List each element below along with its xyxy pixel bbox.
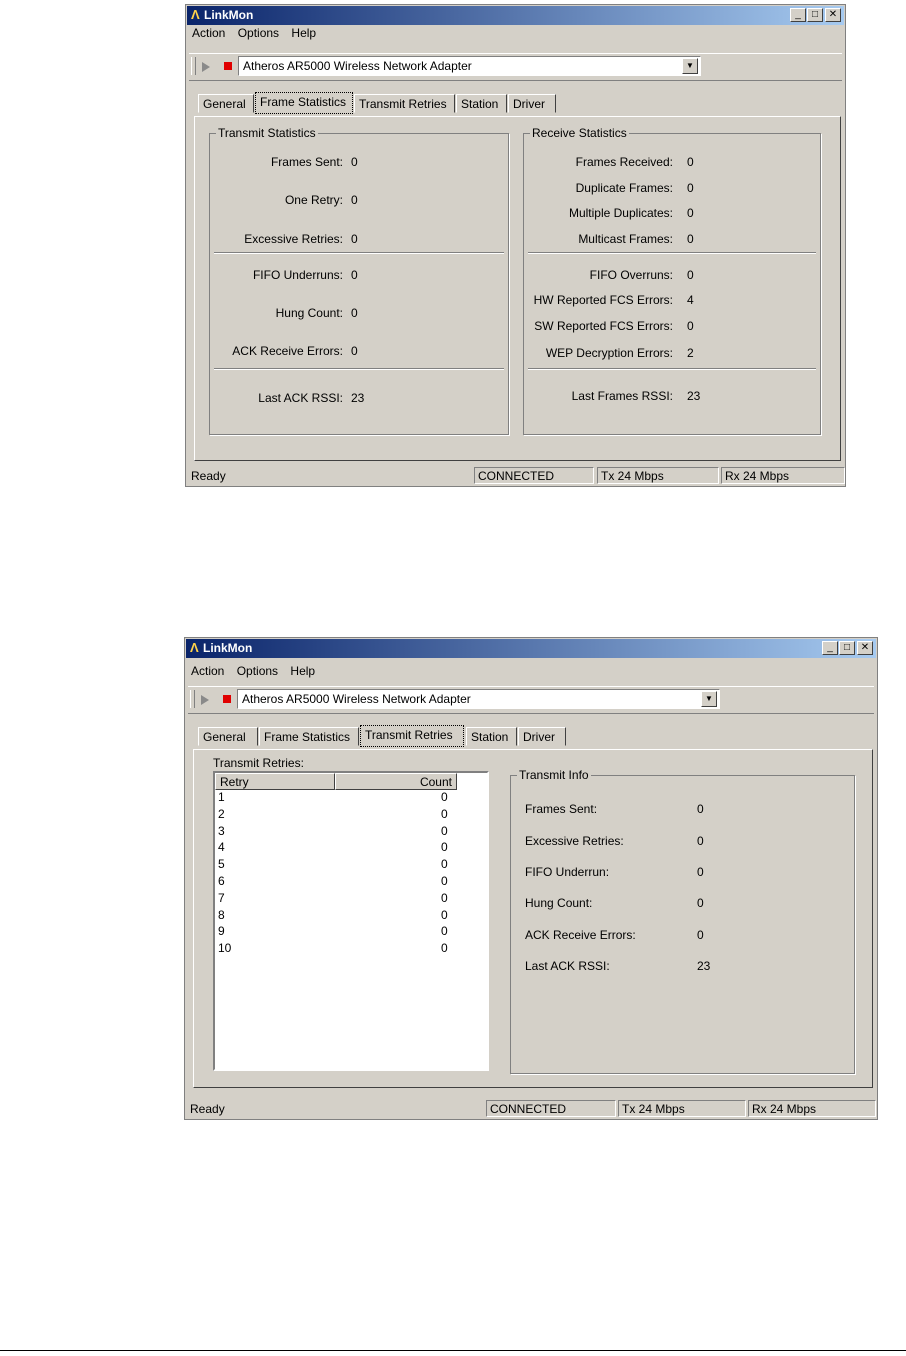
- column-header-count[interactable]: Count: [335, 773, 457, 790]
- tab-station[interactable]: Station: [466, 727, 517, 746]
- stat-value: 0: [687, 268, 694, 282]
- transmit-statistics-group: [209, 126, 509, 435]
- stat-label: WEP Decryption Errors:: [545, 346, 673, 360]
- info-label: ACK Receive Errors:: [525, 928, 636, 942]
- stat-value: 0: [351, 344, 358, 358]
- stat-label: FIFO Underruns:: [252, 268, 343, 282]
- stat-label: Multiple Duplicates:: [568, 206, 673, 220]
- tab-frame-statistics[interactable]: Frame Statistics: [255, 92, 353, 114]
- info-label: Last ACK RSSI:: [525, 959, 610, 973]
- stat-value: 4: [687, 293, 694, 307]
- minimize-button[interactable]: _: [822, 641, 838, 655]
- group-legend: Transmit Statistics: [218, 126, 316, 140]
- retry-cell[interactable]: 8: [218, 907, 225, 922]
- retry-cell[interactable]: 9: [218, 924, 225, 939]
- transmit-info-group: [510, 768, 855, 1074]
- stat-label: HW Reported FCS Errors:: [533, 293, 673, 307]
- close-button[interactable]: ✕: [857, 641, 873, 655]
- stat-label: Duplicate Frames:: [575, 181, 673, 195]
- menu-bar: [192, 26, 325, 44]
- linkmon-window-frame-statistics: [185, 4, 846, 487]
- app-icon: Λ: [191, 7, 200, 22]
- maximize-button[interactable]: □: [807, 8, 823, 22]
- stat-value: 2: [687, 346, 694, 360]
- stat-label: ACK Receive Errors:: [232, 344, 343, 358]
- retry-cell[interactable]: 6: [218, 874, 225, 888]
- stat-label: SW Reported FCS Errors:: [534, 319, 673, 333]
- info-label: Hung Count:: [525, 896, 593, 910]
- stat-label: One Retry:: [284, 193, 343, 207]
- retry-cell[interactable]: 5: [218, 857, 225, 872]
- count-cell[interactable]: 0: [441, 840, 448, 855]
- column-header-retry[interactable]: Retry: [215, 773, 335, 790]
- chevron-down-icon[interactable]: ▼: [682, 58, 698, 74]
- tab-general[interactable]: General: [198, 94, 254, 113]
- stat-value: 0: [351, 232, 358, 246]
- separator: [214, 368, 504, 370]
- stat-value: 0: [687, 181, 694, 195]
- adapter-select[interactable]: [238, 56, 701, 76]
- title-bar[interactable]: [187, 6, 844, 25]
- page-rule: [0, 1350, 906, 1351]
- status-bar: [187, 465, 844, 485]
- count-cell[interactable]: 0: [441, 941, 448, 956]
- title-bar[interactable]: [186, 639, 876, 658]
- window-title: LinkMon: [204, 8, 254, 22]
- separator: [214, 252, 504, 254]
- close-button[interactable]: ✕: [825, 8, 841, 22]
- play-icon[interactable]: [202, 62, 210, 72]
- toolbar-grip[interactable]: [190, 690, 195, 708]
- stat-value: 0: [687, 232, 694, 246]
- status-connection: CONNECTED: [474, 467, 594, 484]
- maximize-button[interactable]: □: [839, 641, 855, 655]
- retry-cell[interactable]: 2: [218, 806, 225, 821]
- menu-action[interactable]: Action: [191, 664, 225, 678]
- minimize-button[interactable]: _: [790, 8, 806, 22]
- retries-list[interactable]: [213, 771, 489, 1071]
- status-connection: CONNECTED: [486, 1100, 616, 1117]
- adapter-select-value: Atheros AR5000 Wireless Network Adapter: [242, 692, 471, 706]
- tab-driver[interactable]: Driver: [508, 94, 556, 113]
- stat-label: Last Frames RSSI:: [571, 389, 673, 403]
- stat-label: FIFO Overruns:: [589, 268, 673, 282]
- count-cell[interactable]: 0: [441, 924, 448, 939]
- stat-label: Last ACK RSSI:: [258, 391, 343, 405]
- stat-value: 0: [351, 306, 358, 320]
- linkmon-window-transmit-retries: [184, 637, 878, 1120]
- stat-value: 0: [687, 155, 694, 169]
- separator: [528, 368, 816, 370]
- retry-cell[interactable]: 7: [218, 890, 225, 905]
- menu-options[interactable]: Options: [237, 26, 280, 40]
- separator: [528, 252, 816, 254]
- retry-cell[interactable]: 4: [218, 840, 225, 855]
- toolbar: [189, 53, 842, 81]
- count-cell[interactable]: 0: [441, 907, 448, 922]
- menu-options[interactable]: Options: [236, 664, 279, 678]
- chevron-down-icon[interactable]: ▼: [701, 691, 717, 707]
- status-bar: [186, 1098, 876, 1118]
- receive-statistics-group: [523, 126, 821, 435]
- count-cell[interactable]: 0: [441, 790, 448, 804]
- count-cell[interactable]: 0: [441, 890, 448, 905]
- count-cell[interactable]: 0: [441, 823, 448, 838]
- group-legend: Receive Statistics: [532, 126, 627, 140]
- stat-value: 0: [687, 206, 694, 220]
- stat-label: Excessive Retries:: [244, 232, 343, 246]
- window-title: LinkMon: [203, 641, 253, 655]
- status-rx-rate: Rx 24 Mbps: [748, 1100, 876, 1117]
- info-label: Excessive Retries:: [525, 834, 624, 848]
- app-icon: Λ: [190, 640, 199, 655]
- stat-value: 0: [351, 193, 358, 207]
- count-cell[interactable]: 0: [441, 874, 448, 888]
- tab-station[interactable]: Station: [456, 94, 507, 113]
- tab-panel: [193, 749, 873, 1088]
- retry-cell[interactable]: 1: [218, 790, 225, 804]
- count-cell[interactable]: 0: [441, 857, 448, 872]
- status-text: Ready: [191, 469, 226, 483]
- info-value: 0: [697, 896, 704, 910]
- toolbar-grip[interactable]: [191, 57, 196, 75]
- adapter-select[interactable]: [237, 689, 720, 709]
- info-value: 0: [697, 802, 704, 816]
- stat-value: 0: [687, 319, 694, 333]
- info-value: 23: [697, 959, 711, 973]
- stat-label: Frames Received:: [575, 155, 673, 169]
- retry-cell[interactable]: 10: [218, 941, 232, 956]
- toolbar: [188, 686, 874, 714]
- tab-driver[interactable]: Driver: [518, 727, 566, 746]
- count-cell[interactable]: 0: [441, 806, 448, 821]
- stat-value: 0: [351, 268, 358, 282]
- info-value: 0: [697, 834, 704, 848]
- tab-transmit-retries[interactable]: Transmit Retries: [360, 725, 464, 747]
- info-label: Frames Sent:: [525, 802, 598, 816]
- stat-value: 0: [351, 155, 358, 169]
- status-text: Ready: [190, 1102, 225, 1116]
- stat-label: Hung Count:: [275, 306, 343, 320]
- stat-value: 23: [687, 389, 701, 403]
- play-icon[interactable]: [201, 695, 209, 705]
- tab-frame-statistics[interactable]: Frame Statistics: [259, 727, 359, 746]
- info-value: 0: [697, 865, 704, 879]
- status-rx-rate: Rx 24 Mbps: [721, 467, 845, 484]
- menu-action[interactable]: Action: [192, 26, 226, 40]
- stop-icon[interactable]: [224, 62, 232, 70]
- menu-help[interactable]: Help: [291, 26, 317, 40]
- status-tx-rate: Tx 24 Mbps: [597, 467, 719, 484]
- status-tx-rate: Tx 24 Mbps: [618, 1100, 746, 1117]
- tab-general[interactable]: General: [198, 727, 258, 746]
- tab-panel: [194, 116, 841, 461]
- stop-icon[interactable]: [223, 695, 231, 703]
- retry-cell[interactable]: 3: [218, 823, 225, 838]
- tab-transmit-retries[interactable]: Transmit Retries: [354, 94, 455, 113]
- menu-bar: [191, 664, 324, 682]
- stat-label: Multicast Frames:: [578, 232, 673, 246]
- transmit-retries-label: Transmit Retries:: [213, 756, 304, 770]
- info-value: 0: [697, 928, 704, 942]
- menu-help[interactable]: Help: [290, 664, 316, 678]
- info-label: FIFO Underrun:: [525, 865, 610, 879]
- stat-label: Frames Sent:: [270, 155, 343, 169]
- group-legend: Transmit Info: [519, 768, 589, 782]
- adapter-select-value: Atheros AR5000 Wireless Network Adapter: [243, 59, 472, 73]
- stat-value: 23: [351, 391, 365, 405]
